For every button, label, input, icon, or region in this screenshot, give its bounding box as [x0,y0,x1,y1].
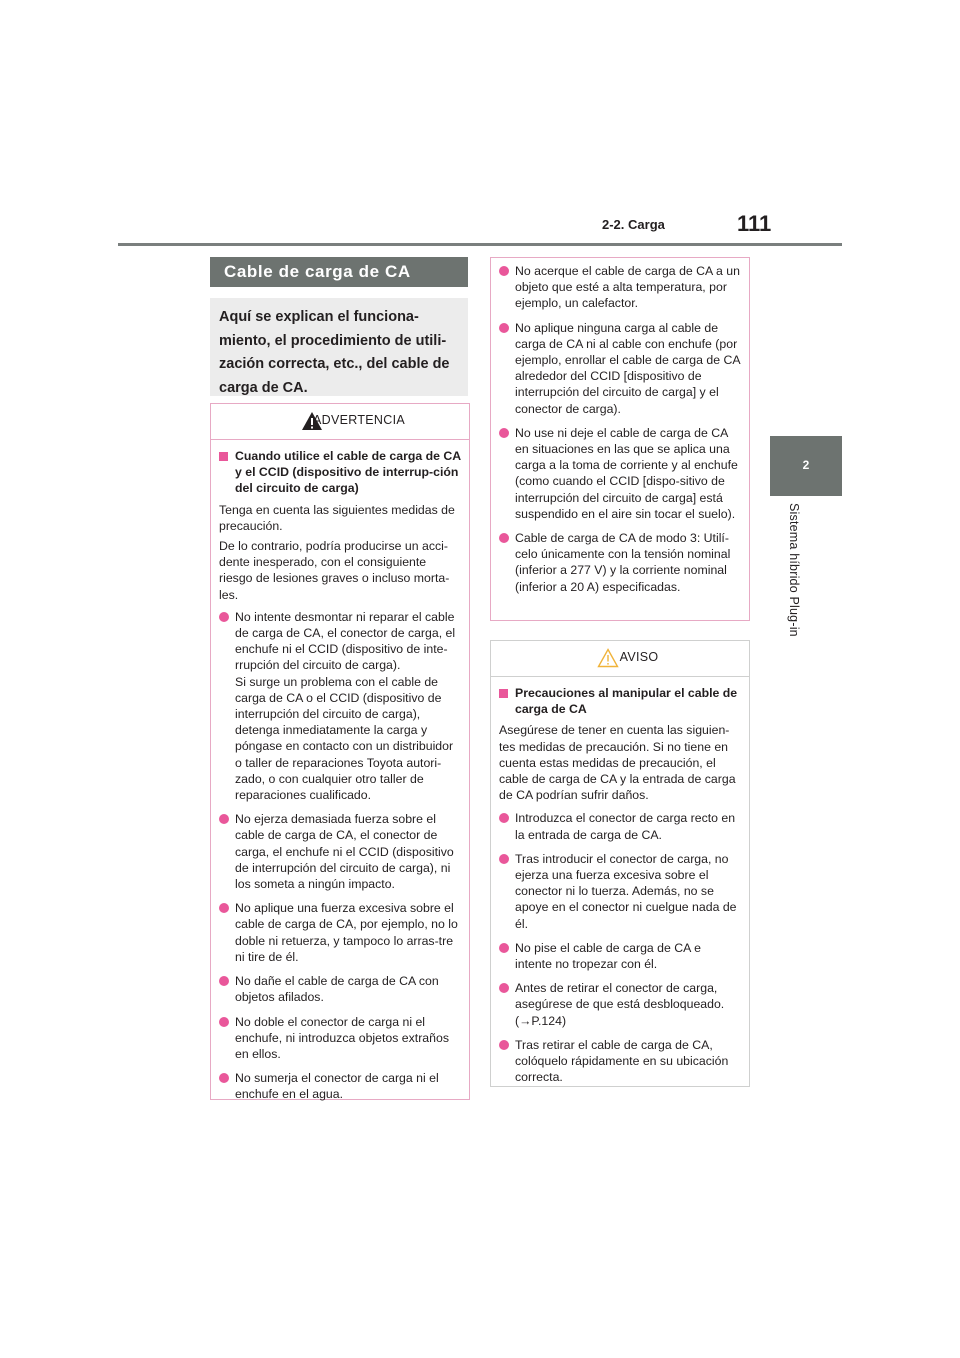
list-item: Tras introducir el conector de carga, no ejerza una fuerza excesiva sobre el conector ni lo tuerza. Además, no se apoye en el conector ni cuelgue nada de él. [499,851,741,932]
chapter-tab [770,436,842,496]
warning-box [210,403,470,1100]
notice-header [491,641,749,677]
topic-title-bar [210,257,468,287]
warning-paragraph: De lo contrario, podría producirse un acci-dente inesperado, con el consiguiente riesgo de lesiones graves o incluso morta-les. [219,539,450,602]
notice-paragraph: Asegúrese de tener en cuenta las siguien-tes medidas de precaución. Si no tiene en cuenta estas medidas de precaución, el cable de carga de CA y la entrada de carga de CA podrían sufrir daños. [499,723,736,803]
chapter-title: Sistema híbrido Plug-in [787,503,801,637]
bullet-dot-icon [219,976,229,986]
notice-box [490,640,750,1087]
list-item: Antes de retirar el conector de carga, asegúrese de que está desbloqueado. (→P.124) [499,980,741,1029]
list-item: Tras retirar el cable de carga de CA, colóquelo rápidamente en su ubicación correcta. [499,1037,741,1086]
bullet-dot-icon [499,266,509,276]
warning-continued-box [490,257,750,621]
list-item: No ejerza demasiada fuerza sobre el cable de carga de CA, el conector de carga, el enchufe ni el CCID (dispositivo de interrupción del circuito de carga), ni los someta a ningún impacto. [219,811,461,892]
intro-box [210,298,468,396]
warning-heading: Cuando utilice el cable de carga de CA y el CCID (dispositivo de interrup-ción del circuito de carga) [219,448,461,497]
section-title: 2-2. Carga [602,217,665,232]
list-item: No doble el conector de carga ni el enchufe, ni introduzca objetos extraños en ellos. [219,1014,461,1063]
notice-label: AVISO [619,650,659,664]
bullet-dot-icon [499,854,509,864]
bullet-dot-icon [219,814,229,824]
list-item: Introduzca el conector de carga recto en la entrada de carga de CA. [499,810,741,842]
warning-paragraph: Tenga en cuenta las siguientes medidas de precaución. [219,502,455,533]
bullet-dot-icon [499,983,509,993]
topic-title: Cable de carga de CA [224,262,411,281]
bullet-dot-icon [219,612,229,622]
warning-label: ADVERTENCIA [313,413,405,427]
bullet-dot-icon [219,903,229,913]
bullet-dot-icon [499,813,509,823]
bullet-dot-icon [499,428,509,438]
bullet-dot-icon [219,1073,229,1083]
list-item: No use ni deje el cable de carga de CA en situaciones en las que se aplica una carga a la toma de corriente y al enchufe (como cuando el CCID [dispo-sitivo de interrupción del circuito de carga] está suspendido en el aire sin tocar el suelo). [499,425,741,522]
notice-heading: Precauciones al manipular el cable de carga de CA [499,685,741,717]
square-bullet-icon [219,452,228,461]
warning-header [211,404,469,440]
list-item: No aplique ninguna carga al cable de carga de CA ni al cable con enchufe (por ejemplo, enrollar el cable de carga de CA alrededor del CCID [dispositivo de interrupción del circuito de carga] y el conector de carga). [499,320,741,417]
list-item: Cable de carga de CA de modo 3: Utilí-celo únicamente con la tensión nominal (inferior a 277 V) y la corriente nominal (inferior a 20 A) especificadas. [499,530,741,595]
page-number: 111 [737,211,772,236]
chapter-number: 2 [802,458,810,472]
header-divider [118,243,842,246]
bullet-dot-icon [499,1040,509,1050]
square-bullet-icon [499,689,508,698]
list-item: No aplique una fuerza excesiva sobre el cable de carga de CA, por ejemplo, no lo doble ni retuerza, y tampoco lo arras-tre ni tire de él. [219,900,461,965]
intro-text: Aquí se explican el funciona-miento, el procedimiento de utili-zación correcta, etc., del cable de carga de CA. [219,309,450,396]
list-item: No pise el cable de carga de CA e intente no tropezar con él. [499,940,741,972]
list-item: No sumerja el conector de carga ni el enchufe en el agua. [219,1070,461,1102]
bullet-dot-icon [499,323,509,333]
bullet-dot-icon [499,533,509,543]
list-item: No dañe el cable de carga de CA con objetos afilados. [219,973,461,1005]
list-item: No intente desmontar ni reparar el cable de carga de CA, el conector de carga, el enchufe ni el CCID (dispositivo de inte-rrupción del circuito de carga). Si surge un problema con el cable de carga de CA o el CCID (dispositivo de interrupción del circuito de carga), detenga inmediatamente la carga y póngase en contacto con un distribuidor o taller de reparaciones Toyota autori-zado, o con cualquier otro taller de reparaciones cualificado. [219,609,461,803]
bullet-dot-icon [499,943,509,953]
bullet-dot-icon [219,1017,229,1027]
list-item: No acerque el cable de carga de CA a un objeto que esté a alta temperatura, por ejemplo, un calefactor. [499,263,741,312]
